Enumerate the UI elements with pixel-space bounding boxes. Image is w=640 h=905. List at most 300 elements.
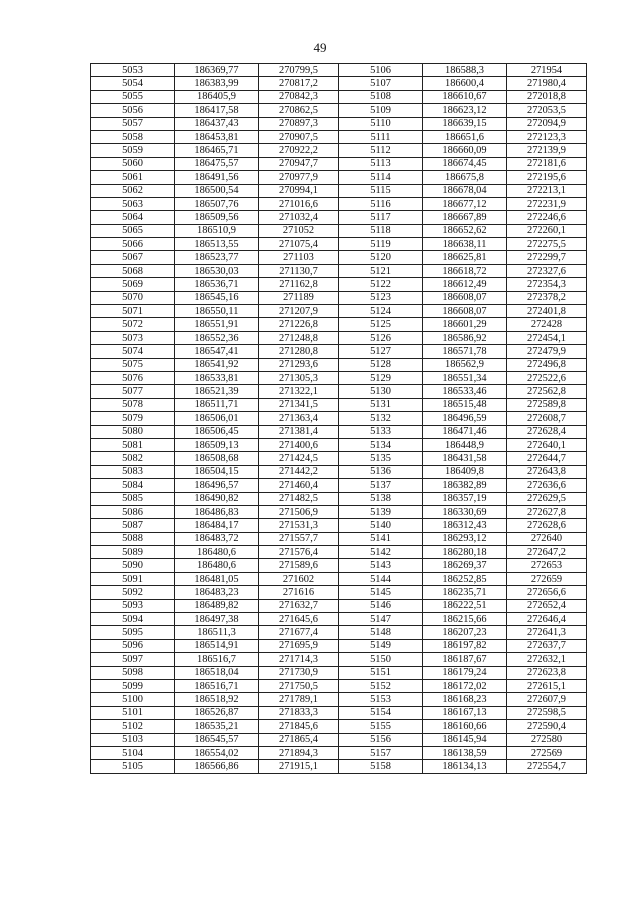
point-number-right: 5126: [339, 331, 423, 344]
y-coordinate-right: 272018,8: [507, 90, 587, 103]
x-coordinate-right: 186134,13: [423, 760, 507, 773]
y-coordinate-left: 271714,3: [259, 653, 339, 666]
y-coordinate-right: 272637,7: [507, 639, 587, 652]
y-coordinate-left: 271189: [259, 291, 339, 304]
y-coordinate-left: 271557,7: [259, 532, 339, 545]
y-coordinate-left: 271052: [259, 224, 339, 237]
y-coordinate-left: 271322,1: [259, 385, 339, 398]
y-coordinate-left: 271894,3: [259, 746, 339, 759]
x-coordinate-left: 186483,23: [175, 586, 259, 599]
table-row: [91, 371, 587, 384]
x-coordinate-right: 186167,13: [423, 706, 507, 719]
y-coordinate-right: 272354,3: [507, 278, 587, 291]
y-coordinate-right: 272213,1: [507, 184, 587, 197]
y-coordinate-left: 271248,8: [259, 331, 339, 344]
y-coordinate-left: 271016,6: [259, 197, 339, 210]
point-number-left: 5076: [91, 371, 175, 384]
x-coordinate-right: 186639,15: [423, 117, 507, 130]
x-coordinate-right: 186293,12: [423, 532, 507, 545]
table-row: [91, 613, 587, 626]
point-number-right: 5147: [339, 613, 423, 626]
y-coordinate-right: 272627,8: [507, 505, 587, 518]
point-number-left: 5091: [91, 572, 175, 585]
table-row: [91, 171, 587, 184]
point-number-left: 5100: [91, 693, 175, 706]
y-coordinate-right: 272123,3: [507, 130, 587, 143]
y-coordinate-left: 271789,1: [259, 693, 339, 706]
x-coordinate-left: 186475,57: [175, 157, 259, 170]
x-coordinate-right: 186571,78: [423, 345, 507, 358]
x-coordinate-left: 186523,77: [175, 251, 259, 264]
y-coordinate-right: 272615,1: [507, 679, 587, 692]
coordinates-table-body: [91, 64, 587, 774]
y-coordinate-left: 271602: [259, 572, 339, 585]
y-coordinate-left: 271482,5: [259, 492, 339, 505]
x-coordinate-right: 186172,02: [423, 679, 507, 692]
x-coordinate-left: 186437,43: [175, 117, 259, 130]
table-row: [91, 452, 587, 465]
x-coordinate-left: 186509,13: [175, 438, 259, 451]
x-coordinate-right: 186652,62: [423, 224, 507, 237]
x-coordinate-right: 186678,04: [423, 184, 507, 197]
point-number-right: 5138: [339, 492, 423, 505]
y-coordinate-right: 272094,9: [507, 117, 587, 130]
y-coordinate-right: 272275,5: [507, 238, 587, 251]
point-number-left: 5065: [91, 224, 175, 237]
x-coordinate-right: 186618,72: [423, 264, 507, 277]
x-coordinate-right: 186608,07: [423, 305, 507, 318]
table-row: [91, 184, 587, 197]
table-row: [91, 291, 587, 304]
y-coordinate-right: 272231,9: [507, 197, 587, 210]
x-coordinate-right: 186600,4: [423, 77, 507, 90]
x-coordinate-left: 186552,36: [175, 331, 259, 344]
point-number-right: 5106: [339, 64, 423, 77]
table-row: [91, 64, 587, 77]
y-coordinate-right: 272629,5: [507, 492, 587, 505]
table-row: [91, 238, 587, 251]
x-coordinate-left: 186516,71: [175, 679, 259, 692]
point-number-right: 5151: [339, 666, 423, 679]
y-coordinate-left: 271506,9: [259, 505, 339, 518]
x-coordinate-left: 186547,41: [175, 345, 259, 358]
x-coordinate-left: 186511,3: [175, 626, 259, 639]
point-number-right: 5158: [339, 760, 423, 773]
y-coordinate-left: 270994,1: [259, 184, 339, 197]
y-coordinate-left: 270947,7: [259, 157, 339, 170]
y-coordinate-right: 272623,8: [507, 666, 587, 679]
y-coordinate-left: 270907,5: [259, 130, 339, 143]
x-coordinate-left: 186551,91: [175, 318, 259, 331]
y-coordinate-left: 271750,5: [259, 679, 339, 692]
y-coordinate-right: 272454,1: [507, 331, 587, 344]
x-coordinate-right: 186138,59: [423, 746, 507, 759]
table-row: [91, 492, 587, 505]
point-number-left: 5094: [91, 613, 175, 626]
point-number-right: 5116: [339, 197, 423, 210]
table-row: [91, 117, 587, 130]
point-number-right: 5144: [339, 572, 423, 585]
y-coordinate-left: 271075,4: [259, 238, 339, 251]
x-coordinate-right: 186160,66: [423, 720, 507, 733]
y-coordinate-right: 272640,1: [507, 438, 587, 451]
point-number-right: 5140: [339, 519, 423, 532]
y-coordinate-left: 270842,3: [259, 90, 339, 103]
point-number-left: 5061: [91, 171, 175, 184]
y-coordinate-right: 272652,4: [507, 599, 587, 612]
y-coordinate-left: 271845,6: [259, 720, 339, 733]
y-coordinate-left: 271677,4: [259, 626, 339, 639]
y-coordinate-right: 272053,5: [507, 104, 587, 117]
x-coordinate-right: 186269,37: [423, 559, 507, 572]
x-coordinate-right: 186515,48: [423, 398, 507, 411]
y-coordinate-right: 272589,8: [507, 398, 587, 411]
table-row: [91, 385, 587, 398]
table-row: [91, 130, 587, 143]
y-coordinate-right: 272636,6: [507, 479, 587, 492]
point-number-right: 5112: [339, 144, 423, 157]
x-coordinate-left: 186496,57: [175, 479, 259, 492]
table-row: [91, 144, 587, 157]
table-row: [91, 412, 587, 425]
x-coordinate-right: 186625,81: [423, 251, 507, 264]
point-number-left: 5088: [91, 532, 175, 545]
y-coordinate-left: 270922,2: [259, 144, 339, 157]
x-coordinate-right: 186187,67: [423, 653, 507, 666]
point-number-right: 5142: [339, 546, 423, 559]
table-row: [91, 425, 587, 438]
y-coordinate-right: 272643,8: [507, 465, 587, 478]
table-row: [91, 331, 587, 344]
point-number-left: 5099: [91, 679, 175, 692]
point-number-right: 5111: [339, 130, 423, 143]
x-coordinate-left: 186506,01: [175, 412, 259, 425]
y-coordinate-left: 271130,7: [259, 264, 339, 277]
point-number-left: 5092: [91, 586, 175, 599]
point-number-right: 5110: [339, 117, 423, 130]
point-number-left: 5096: [91, 639, 175, 652]
table-row: [91, 586, 587, 599]
x-coordinate-left: 186490,82: [175, 492, 259, 505]
x-coordinate-left: 186518,92: [175, 693, 259, 706]
x-coordinate-left: 186504,15: [175, 465, 259, 478]
x-coordinate-left: 186481,05: [175, 572, 259, 585]
table-row: [91, 224, 587, 237]
point-number-right: 5155: [339, 720, 423, 733]
y-coordinate-left: 271442,2: [259, 465, 339, 478]
y-coordinate-left: 271381,4: [259, 425, 339, 438]
point-number-right: 5109: [339, 104, 423, 117]
y-coordinate-left: 270817,2: [259, 77, 339, 90]
x-coordinate-right: 186601,29: [423, 318, 507, 331]
table-row: [91, 77, 587, 90]
y-coordinate-right: 272195,6: [507, 171, 587, 184]
x-coordinate-right: 186235,71: [423, 586, 507, 599]
x-coordinate-left: 186535,21: [175, 720, 259, 733]
y-coordinate-left: 271576,4: [259, 546, 339, 559]
table-row: [91, 104, 587, 117]
y-coordinate-right: 272659: [507, 572, 587, 585]
x-coordinate-left: 186480,6: [175, 559, 259, 572]
y-coordinate-left: 270977,9: [259, 171, 339, 184]
y-coordinate-left: 271531,3: [259, 519, 339, 532]
point-number-left: 5060: [91, 157, 175, 170]
x-coordinate-left: 186506,45: [175, 425, 259, 438]
y-coordinate-right: 272522,6: [507, 371, 587, 384]
table-row: [91, 532, 587, 545]
point-number-left: 5105: [91, 760, 175, 773]
y-coordinate-left: 270862,5: [259, 104, 339, 117]
point-number-right: 5132: [339, 412, 423, 425]
point-number-left: 5095: [91, 626, 175, 639]
x-coordinate-left: 186507,76: [175, 197, 259, 210]
point-number-left: 5055: [91, 90, 175, 103]
table-row: [91, 157, 587, 170]
point-number-left: 5056: [91, 104, 175, 117]
point-number-right: 5133: [339, 425, 423, 438]
x-coordinate-left: 186545,16: [175, 291, 259, 304]
x-coordinate-right: 186179,24: [423, 666, 507, 679]
x-coordinate-left: 186489,82: [175, 599, 259, 612]
x-coordinate-right: 186533,46: [423, 385, 507, 398]
y-coordinate-right: 272181,6: [507, 157, 587, 170]
x-coordinate-left: 186541,92: [175, 358, 259, 371]
y-coordinate-right: 272598,5: [507, 706, 587, 719]
point-number-right: 5157: [339, 746, 423, 759]
y-coordinate-left: 271341,5: [259, 398, 339, 411]
point-number-left: 5083: [91, 465, 175, 478]
table-row: [91, 626, 587, 639]
y-coordinate-left: 271305,3: [259, 371, 339, 384]
x-coordinate-right: 186145,94: [423, 733, 507, 746]
table-row: [91, 505, 587, 518]
x-coordinate-right: 186675,8: [423, 171, 507, 184]
table-row: [91, 90, 587, 103]
y-coordinate-right: 271980,4: [507, 77, 587, 90]
point-number-right: 5130: [339, 385, 423, 398]
table-row: [91, 546, 587, 559]
x-coordinate-left: 186518,04: [175, 666, 259, 679]
table-row: [91, 438, 587, 451]
point-number-left: 5063: [91, 197, 175, 210]
x-coordinate-right: 186252,85: [423, 572, 507, 585]
y-coordinate-left: 271226,8: [259, 318, 339, 331]
table-row: [91, 666, 587, 679]
point-number-right: 5137: [339, 479, 423, 492]
point-number-right: 5124: [339, 305, 423, 318]
point-number-left: 5075: [91, 358, 175, 371]
point-number-left: 5068: [91, 264, 175, 277]
table-row: [91, 653, 587, 666]
page-number: 49: [313, 40, 327, 55]
point-number-left: 5087: [91, 519, 175, 532]
y-coordinate-right: 272299,7: [507, 251, 587, 264]
y-coordinate-left: 271293,6: [259, 358, 339, 371]
y-coordinate-right: 272590,4: [507, 720, 587, 733]
y-coordinate-right: 272640: [507, 532, 587, 545]
point-number-left: 5062: [91, 184, 175, 197]
point-number-left: 5077: [91, 385, 175, 398]
table-row: [91, 746, 587, 759]
point-number-left: 5097: [91, 653, 175, 666]
x-coordinate-right: 186330,69: [423, 505, 507, 518]
x-coordinate-left: 186453,81: [175, 130, 259, 143]
y-coordinate-left: 271032,4: [259, 211, 339, 224]
point-number-right: 5131: [339, 398, 423, 411]
x-coordinate-right: 186623,12: [423, 104, 507, 117]
x-coordinate-right: 186312,43: [423, 519, 507, 532]
x-coordinate-right: 186562,9: [423, 358, 507, 371]
y-coordinate-right: 272246,6: [507, 211, 587, 224]
x-coordinate-right: 186612,49: [423, 278, 507, 291]
point-number-left: 5057: [91, 117, 175, 130]
table-row: [91, 278, 587, 291]
point-number-right: 5117: [339, 211, 423, 224]
x-coordinate-left: 186417,58: [175, 104, 259, 117]
point-number-right: 5153: [339, 693, 423, 706]
point-number-left: 5058: [91, 130, 175, 143]
point-number-right: 5128: [339, 358, 423, 371]
x-coordinate-left: 186554,02: [175, 746, 259, 759]
table-row: [91, 264, 587, 277]
y-coordinate-right: 272496,8: [507, 358, 587, 371]
y-coordinate-right: 272260,1: [507, 224, 587, 237]
y-coordinate-right: 272647,2: [507, 546, 587, 559]
y-coordinate-right: 272653: [507, 559, 587, 572]
x-coordinate-left: 186511,71: [175, 398, 259, 411]
point-number-right: 5115: [339, 184, 423, 197]
point-number-right: 5148: [339, 626, 423, 639]
x-coordinate-right: 186667,89: [423, 211, 507, 224]
x-coordinate-right: 186448,9: [423, 438, 507, 451]
point-number-right: 5120: [339, 251, 423, 264]
x-coordinate-right: 186674,45: [423, 157, 507, 170]
x-coordinate-left: 186483,72: [175, 532, 259, 545]
table-row: [91, 733, 587, 746]
point-number-left: 5070: [91, 291, 175, 304]
x-coordinate-left: 186369,77: [175, 64, 259, 77]
x-coordinate-left: 186526,87: [175, 706, 259, 719]
point-number-right: 5121: [339, 264, 423, 277]
point-number-right: 5141: [339, 532, 423, 545]
x-coordinate-right: 186280,18: [423, 546, 507, 559]
point-number-left: 5081: [91, 438, 175, 451]
x-coordinate-left: 186405,9: [175, 90, 259, 103]
y-coordinate-right: 272401,8: [507, 305, 587, 318]
y-coordinate-left: 271833,3: [259, 706, 339, 719]
point-number-right: 5135: [339, 452, 423, 465]
x-coordinate-right: 186677,12: [423, 197, 507, 210]
point-number-right: 5143: [339, 559, 423, 572]
table-row: [91, 572, 587, 585]
y-coordinate-left: 271730,9: [259, 666, 339, 679]
point-number-left: 5067: [91, 251, 175, 264]
x-coordinate-right: 186222,51: [423, 599, 507, 612]
y-coordinate-right: 272608,7: [507, 412, 587, 425]
point-number-right: 5108: [339, 90, 423, 103]
y-coordinate-left: 271400,6: [259, 438, 339, 451]
x-coordinate-left: 186383,99: [175, 77, 259, 90]
y-coordinate-right: 272428: [507, 318, 587, 331]
y-coordinate-right: 272646,4: [507, 613, 587, 626]
x-coordinate-left: 186500,54: [175, 184, 259, 197]
y-coordinate-left: 271865,4: [259, 733, 339, 746]
y-coordinate-right: 272644,7: [507, 452, 587, 465]
point-number-left: 5064: [91, 211, 175, 224]
table-row: [91, 679, 587, 692]
y-coordinate-left: 271363,4: [259, 412, 339, 425]
y-coordinate-left: 271162,8: [259, 278, 339, 291]
point-number-right: 5149: [339, 639, 423, 652]
point-number-right: 5118: [339, 224, 423, 237]
point-number-right: 5113: [339, 157, 423, 170]
point-number-right: 5107: [339, 77, 423, 90]
point-number-left: 5080: [91, 425, 175, 438]
point-number-right: 5129: [339, 371, 423, 384]
y-coordinate-right: 272628,6: [507, 519, 587, 532]
y-coordinate-right: 272628,4: [507, 425, 587, 438]
x-coordinate-right: 186357,19: [423, 492, 507, 505]
coordinates-table: [90, 63, 587, 774]
x-coordinate-left: 186480,6: [175, 546, 259, 559]
table-row: [91, 639, 587, 652]
point-number-right: 5125: [339, 318, 423, 331]
point-number-left: 5086: [91, 505, 175, 518]
x-coordinate-left: 186508,68: [175, 452, 259, 465]
y-coordinate-left: 271616: [259, 586, 339, 599]
y-coordinate-right: 272580: [507, 733, 587, 746]
x-coordinate-left: 186536,71: [175, 278, 259, 291]
point-number-left: 5069: [91, 278, 175, 291]
x-coordinate-right: 186207,23: [423, 626, 507, 639]
y-coordinate-left: 271915,1: [259, 760, 339, 773]
table-row: [91, 358, 587, 371]
x-coordinate-right: 186588,3: [423, 64, 507, 77]
point-number-right: 5114: [339, 171, 423, 184]
x-coordinate-left: 186484,17: [175, 519, 259, 532]
point-number-left: 5082: [91, 452, 175, 465]
point-number-left: 5093: [91, 599, 175, 612]
table-row: [91, 720, 587, 733]
point-number-right: 5122: [339, 278, 423, 291]
x-coordinate-left: 186465,71: [175, 144, 259, 157]
y-coordinate-right: 272479,9: [507, 345, 587, 358]
point-number-left: 5103: [91, 733, 175, 746]
x-coordinate-right: 186496,59: [423, 412, 507, 425]
point-number-left: 5079: [91, 412, 175, 425]
y-coordinate-right: 272139,9: [507, 144, 587, 157]
x-coordinate-right: 186168,23: [423, 693, 507, 706]
x-coordinate-right: 186197,82: [423, 639, 507, 652]
y-coordinate-right: 272656,6: [507, 586, 587, 599]
y-coordinate-right: 272554,7: [507, 760, 587, 773]
point-number-left: 5059: [91, 144, 175, 157]
y-coordinate-left: 271103: [259, 251, 339, 264]
y-coordinate-left: 271632,7: [259, 599, 339, 612]
point-number-left: 5101: [91, 706, 175, 719]
point-number-left: 5072: [91, 318, 175, 331]
x-coordinate-right: 186409,8: [423, 465, 507, 478]
x-coordinate-right: 186215,66: [423, 613, 507, 626]
point-number-right: 5127: [339, 345, 423, 358]
x-coordinate-left: 186514,91: [175, 639, 259, 652]
table-row: [91, 305, 587, 318]
x-coordinate-left: 186497,38: [175, 613, 259, 626]
table-row: [91, 318, 587, 331]
x-coordinate-left: 186530,03: [175, 264, 259, 277]
point-number-right: 5119: [339, 238, 423, 251]
x-coordinate-right: 186551,34: [423, 371, 507, 384]
